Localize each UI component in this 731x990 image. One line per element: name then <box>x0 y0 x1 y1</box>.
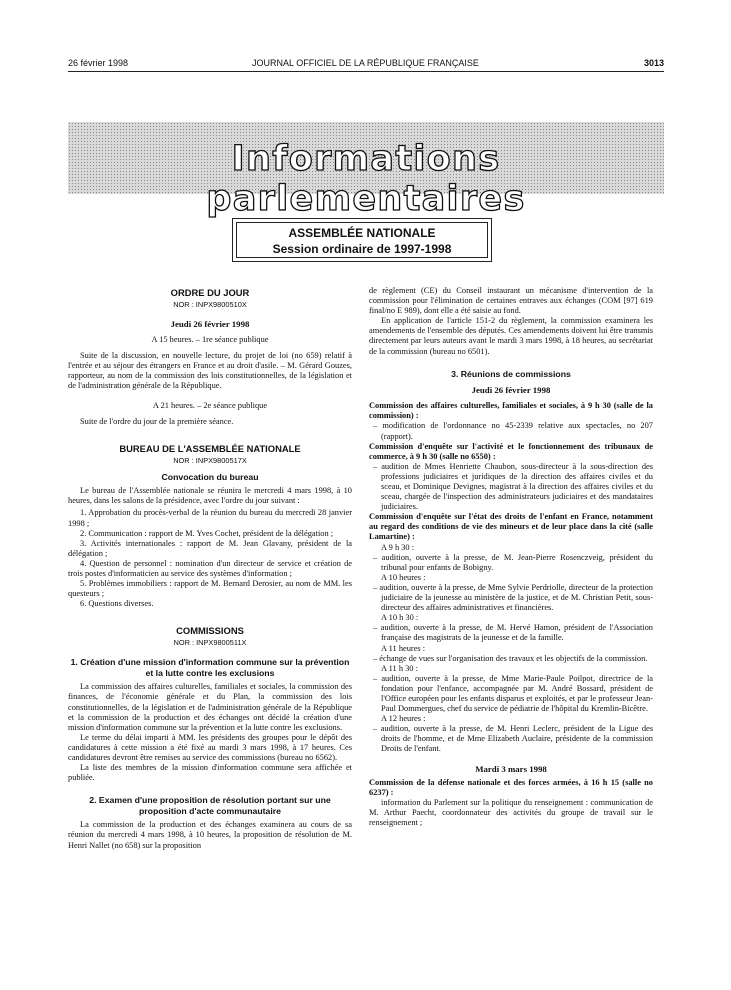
right-paragraph: de règlement (CE) du Conseil instaurant un mécanisme d'intervention de la commission pour l'élimination de certaines entraves aux échanges (COM [97] 619 final/no E 989), dont elle a été saisie au fond. <box>369 286 653 316</box>
agenda-item: 5. Problèmes immobiliers : rapport de M. Bernard Derosier, au nom de MM. les questeurs ; <box>68 579 352 599</box>
agenda-entry: information du Parlement sur la politique du renseignement : communication de M. Arthur Paecht, coordonnateur des activités du groupe de travail sur le renseignement ; <box>369 797 653 827</box>
ordre-nor: NOR : INPX9800510X <box>173 300 247 309</box>
section1-paragraph: La liste des membres de la mission d'information commune sera affichée et publiée. <box>68 763 352 783</box>
commission-heading: Commission de la défense nationale et des forces armées, à 16 h 15 (salle no 6237) : <box>369 777 653 797</box>
section3-title: 3. Réunions de commissions <box>451 368 571 379</box>
section1-paragraph: La commission des affaires culturelles, familiales et sociales, la commission des finances, de l'économie générale et du Plan, la commission des lois constitutionnelles, de la législation et de l'administration générale de la République et la commission de la production et des échanges ont décidé la création d'une mission d'information commune sur la prévention et la lutte contre les exclusions. <box>68 682 352 732</box>
agenda-item: 1. Approbation du procès-verbal de la réunion du bureau du mercredi 28 janvier 1998 ; <box>68 508 352 528</box>
convocation-title: Convocation du bureau <box>161 471 259 482</box>
header-rule <box>68 71 664 72</box>
time-slot: A 10 h 30 : <box>381 613 419 623</box>
time-slot: A 11 heures : <box>381 643 426 653</box>
assembly-name: ASSEMBLÉE NATIONALE <box>288 226 436 240</box>
agenda-item: 2. Communication : rapport de M. Yves Cochet, président de la délégation ; <box>80 528 334 538</box>
agenda-entry: – audition, ouverte à la presse, de Mme Marie-Paule Poilpot, directrice de la fondation pour l'enfance, accompagnée par M. André Bossard, président de l'Office européen pour les enfants disparus et exploités, et par le professeur Jean-Paul Dommergues, chef du service de pédiatrie de l'hôpital du Kremlin-Bicêtre. <box>373 673 653 714</box>
bureau-title: BUREAU DE L'ASSEMBLÉE NATIONALE <box>119 442 301 454</box>
banner <box>68 122 664 219</box>
agenda-entry: – audition, ouverte à la presse, de M. Hervé Hamon, président de l'Association française des magistrats de la jeunesse et de la famille. <box>373 623 653 643</box>
agenda-item: 4. Question de personnel : nomination d'un directeur de service et création de trois postes d'informaticien au service des systèmes d'information ; <box>68 558 352 578</box>
time-slot: A 12 heures : <box>381 714 426 724</box>
agenda-item: 3. Activités internationales : rapport de M. Jean Glavany, président de la délégation ; <box>68 538 352 558</box>
section1-paragraph: Le terme du délai imparti à MM. les présidents des groupes pour le dépôt des candidatures à cette mission a été fixé au mardi 3 mars 1998, à 17 heures. Ces candidatures devront être remises au service des commissions (bureau no 6562). <box>68 732 352 763</box>
meeting-date: Jeudi 26 février 1998 <box>471 385 551 396</box>
left-column <box>68 287 352 851</box>
ordre-title: ORDRE DU JOUR <box>170 287 250 298</box>
commissions-nor: NOR : INPX9800511X <box>173 638 247 648</box>
commissions-title: COMMISSIONS <box>176 625 244 637</box>
commission-heading: Commission d'enquête sur l'état des droits de l'enfant en France, notamment au regard des conditions de vie des mineurs et de leur place dans la cité (salle Lamartine) : <box>369 512 653 542</box>
agenda-entry: – audition, ouverte à la presse, de M. Henri Leclerc, président de la Ligue des droits de l'homme, et de Mme Elizabeth Auclaire, présidente de la commission Droits de l'enfant. <box>373 724 653 754</box>
banner-title: Informations parlementaires <box>206 139 526 219</box>
section1-title: 1. Création d'une mission d'information commune sur la prévention et la lutte contre les exclusions <box>70 657 350 678</box>
time-slot: A 11 h 30 : <box>381 663 418 673</box>
agenda-item: 6. Questions diverses. <box>80 599 154 609</box>
bureau-nor: NOR : INPX9800517X <box>173 455 247 465</box>
section2-paragraph: La commission de la production et des échanges examinera au cours de sa réunion du mercredi 4 mars 1998, à 10 heures, la proposition de résolution de M. Henri Nallet (no 658) sur la proposition <box>68 820 352 850</box>
agenda-entry: – audition, ouverte à la presse, de M. Jean-Pierre Rosenczveig, président du tribunal pour enfants de Bobigny. <box>373 552 653 572</box>
commission-heading: Commission des affaires culturelles, familiales et sociales, à 9 h 30 (salle de la commission) : <box>369 401 653 421</box>
seance1-text: Suite de la discussion, en nouvelle lecture, du projet de loi (no 659) relatif à l'entrée et au séjour des étrangers en France et au droit d'asile. – M. Gérard Gouzes, rapporteur, au nom de la commission des lois constitutionnelles, de la législation et de l'administration générale de la République. <box>68 351 352 391</box>
seance2-text: Suite de l'ordre du jour de la première séance. <box>80 416 234 426</box>
commission-heading: Commission d'enquête sur l'activité et le fonctionnement des tribunaux de commerce, à 9 h 30 (salle no 6550) : <box>369 441 653 461</box>
session-name: Session ordinaire de 1997-1998 <box>272 242 452 256</box>
agenda-entry: – modification de l'ordonnance no 45-2339 relative aux spectacles, no 207 (rapport). <box>373 421 653 441</box>
agenda-entry: – audition, ouverte à la presse, de Mme Sylvie Perdriolle, directeur de la protection judiciaire de la jeunesse au ministère de la justice, et de M. Christian Petit, sous-directeur des affaires administratives et financières. <box>373 582 653 613</box>
header-page-number: 3013 <box>643 58 664 68</box>
right-paragraph: En application de l'article 151-2 du règlement, la commission examinera les amendements de l'ensemble des députés. Ces amendements doivent lui être transmis directement par leurs auteurs avant le mardi 3 mars 1998, à 18 heures, au secrétariat de la commission (bureau no 6501). <box>369 316 653 356</box>
agenda-entry: – échange de vues sur l'organisation des travaux et les objectifs de la commission. <box>373 653 648 663</box>
time-slot: A 10 heures : <box>381 572 426 582</box>
meeting-date: Mardi 3 mars 1998 <box>475 763 547 774</box>
ordre-date: Jeudi 26 février 1998 <box>170 319 250 329</box>
convocation-text: Le bureau de l'Assemblée nationale se réunira le mercredi 4 mars 1998, à 10 heures, dans les salons de la présidence, avec l'ordre du jour suivant : <box>68 486 352 506</box>
right-column <box>369 286 653 828</box>
header-date: 26 février 1998 <box>68 58 129 68</box>
header-journal-title: JOURNAL OFFICIEL DE LA RÉPUBLIQUE FRANÇAISE <box>252 58 479 68</box>
assembly-box <box>232 218 492 262</box>
section2-title: 2. Examen d'une proposition de résolution portant sur une proposition d'acte communautaire <box>89 795 331 816</box>
agenda-entry: – audition de Mmes Henriette Chaubon, sous-directeur à la sous-direction des professions judiciaires et juridiques de la direction des affaires civiles et du sceau, et Dominique Devignes, magistrat à la direction des affaires civiles et du sceau, chargée de l'inspection des administrateurs judiciaires et des mandataires judiciaires. <box>373 461 653 512</box>
seance1-heading: A 15 heures. – 1re séance publique <box>151 335 269 345</box>
seance2-heading: A 21 heures. – 2e séance publique <box>152 400 268 410</box>
time-slot: A 9 h 30 : <box>381 542 415 552</box>
